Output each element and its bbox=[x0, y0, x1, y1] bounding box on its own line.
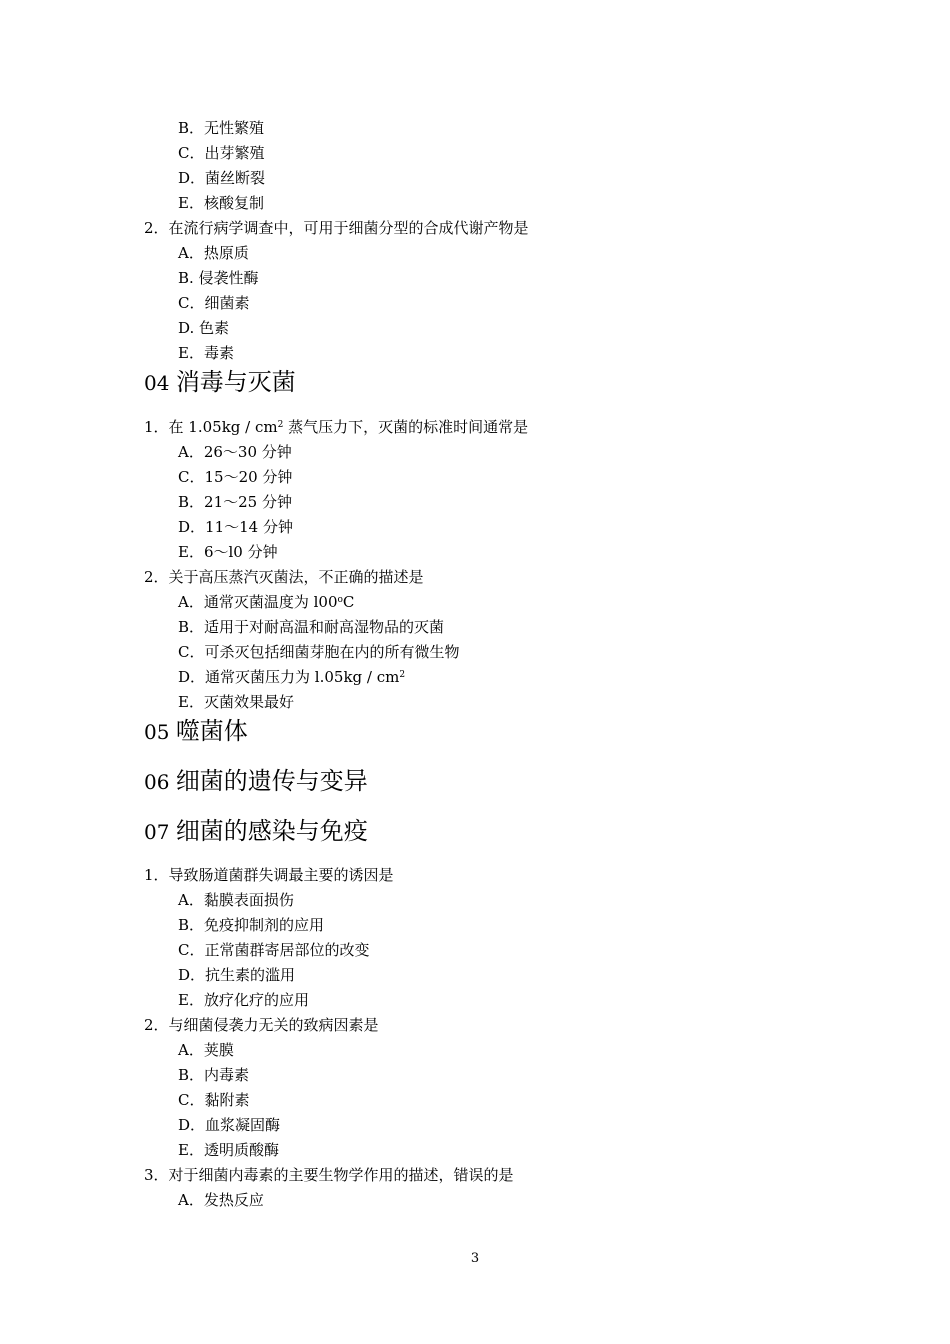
answer-option bbox=[178, 318, 229, 338]
line-text: 2．在流行病学调查中，可用于细菌分型的合成代谢产物是 bbox=[144, 219, 529, 237]
answer-option bbox=[178, 592, 354, 612]
answer-option bbox=[178, 940, 369, 960]
answer-option bbox=[178, 1090, 249, 1110]
superscript: 2 bbox=[277, 420, 284, 430]
answer-option bbox=[178, 692, 294, 712]
line-text: D. 色素 bbox=[178, 319, 230, 337]
line-text: C．正常菌群寄居部位的改变 bbox=[178, 941, 370, 959]
answer-option bbox=[178, 467, 292, 487]
answer-option bbox=[178, 667, 405, 687]
question-stem bbox=[144, 567, 424, 587]
line-text-after: C bbox=[342, 593, 355, 611]
section-number: 06 bbox=[144, 770, 176, 794]
answer-option bbox=[178, 617, 444, 637]
line-text: E．核酸复制 bbox=[178, 194, 264, 212]
line-text: A．黏膜表面损伤 bbox=[178, 891, 294, 909]
line-text: B．无性繁殖 bbox=[178, 119, 265, 137]
line-text: 2．关于高压蒸汽灭菌法，不正确的描述是 bbox=[144, 568, 424, 586]
line-text: D．抗生素的滥用 bbox=[178, 966, 296, 984]
answer-option bbox=[178, 517, 293, 537]
answer-option bbox=[178, 1040, 234, 1060]
line-text: D．11～14 分钟 bbox=[178, 518, 293, 536]
line-text: C．出芽繁殖 bbox=[178, 144, 265, 162]
line-text: D．血浆凝固酶 bbox=[178, 1116, 281, 1134]
line-text: E．6～l0 分钟 bbox=[178, 543, 278, 561]
answer-option bbox=[178, 990, 309, 1010]
section-title: 细菌的遗传与变异 bbox=[175, 767, 368, 795]
answer-option bbox=[178, 193, 264, 213]
line-text: E．毒素 bbox=[178, 344, 234, 362]
line-text: B. 侵袭性酶 bbox=[178, 269, 259, 287]
answer-option bbox=[178, 1190, 264, 1210]
answer-option bbox=[178, 1065, 249, 1085]
answer-option bbox=[178, 1140, 279, 1160]
answer-option bbox=[178, 293, 249, 313]
line-text: 2．与细菌侵袭力无关的致病因素是 bbox=[144, 1016, 379, 1034]
line-text: B．内毒素 bbox=[178, 1066, 250, 1084]
answer-option bbox=[178, 642, 459, 662]
section-title: 噬菌体 bbox=[175, 717, 248, 745]
line-text: B．免疫抑制剂的应用 bbox=[178, 916, 325, 934]
answer-option bbox=[178, 268, 259, 288]
section-number: 07 bbox=[144, 820, 176, 844]
page-number: 3 bbox=[470, 1251, 480, 1266]
line-text: E．放疗化疗的应用 bbox=[178, 991, 309, 1009]
line-text: D．通常灭菌压力为 l.05kg / cm bbox=[178, 668, 400, 686]
line-text: C．细菌素 bbox=[178, 294, 250, 312]
line-text: B．21～25 分钟 bbox=[178, 493, 292, 511]
answer-option bbox=[178, 915, 324, 935]
section-number: 05 bbox=[144, 720, 176, 744]
line-text: C．可杀灭包括细菌芽胞在内的所有微生物 bbox=[178, 643, 460, 661]
question-stem bbox=[144, 1165, 514, 1185]
answer-option bbox=[178, 168, 265, 188]
line-text: A．通常灭菌温度为 l00 bbox=[178, 593, 338, 611]
superscript: o bbox=[337, 595, 343, 605]
section-title: 消毒与灭菌 bbox=[175, 368, 296, 396]
answer-option bbox=[178, 442, 292, 462]
question-stem bbox=[144, 865, 394, 885]
line-text: B．适用于对耐高温和耐高湿物品的灭菌 bbox=[178, 618, 445, 636]
question-stem bbox=[144, 1015, 379, 1035]
answer-option bbox=[178, 492, 292, 512]
line-text: D．菌丝断裂 bbox=[178, 169, 266, 187]
line-text: E．透明质酸酶 bbox=[178, 1141, 279, 1159]
line-text: A．热原质 bbox=[178, 244, 249, 262]
answer-option bbox=[178, 890, 294, 910]
line-text: A．发热反应 bbox=[178, 1191, 264, 1209]
line-text: C．15～20 分钟 bbox=[178, 468, 293, 486]
answer-option bbox=[178, 343, 234, 363]
line-text: 3．对于细菌内毒素的主要生物学作用的描述，错误的是 bbox=[144, 1166, 514, 1184]
question-stem bbox=[144, 417, 528, 437]
line-text: 1．在 1.05kg / cm bbox=[144, 418, 278, 436]
line-text: A．26～30 分钟 bbox=[178, 443, 292, 461]
section-title: 细菌的感染与免疫 bbox=[175, 817, 368, 845]
answer-option bbox=[178, 243, 249, 263]
line-text: C．黏附素 bbox=[178, 1091, 250, 1109]
line-text: E．灭菌效果最好 bbox=[178, 693, 294, 711]
section-heading bbox=[144, 815, 368, 847]
line-text: A．荚膜 bbox=[178, 1041, 234, 1059]
answer-option bbox=[178, 143, 264, 163]
answer-option bbox=[178, 1115, 280, 1135]
line-text: 1．导致肠道菌群失调最主要的诱因是 bbox=[144, 866, 394, 884]
answer-option bbox=[178, 118, 264, 138]
section-heading bbox=[144, 715, 248, 747]
question-stem bbox=[144, 218, 529, 238]
section-heading bbox=[144, 765, 368, 797]
section-number: 04 bbox=[144, 371, 176, 395]
line-text-after: 蒸气压力下，灭菌的标准时间通常是 bbox=[283, 418, 529, 436]
superscript: 2 bbox=[399, 670, 406, 680]
answer-option bbox=[178, 542, 278, 562]
section-heading bbox=[144, 366, 296, 398]
answer-option bbox=[178, 965, 295, 985]
